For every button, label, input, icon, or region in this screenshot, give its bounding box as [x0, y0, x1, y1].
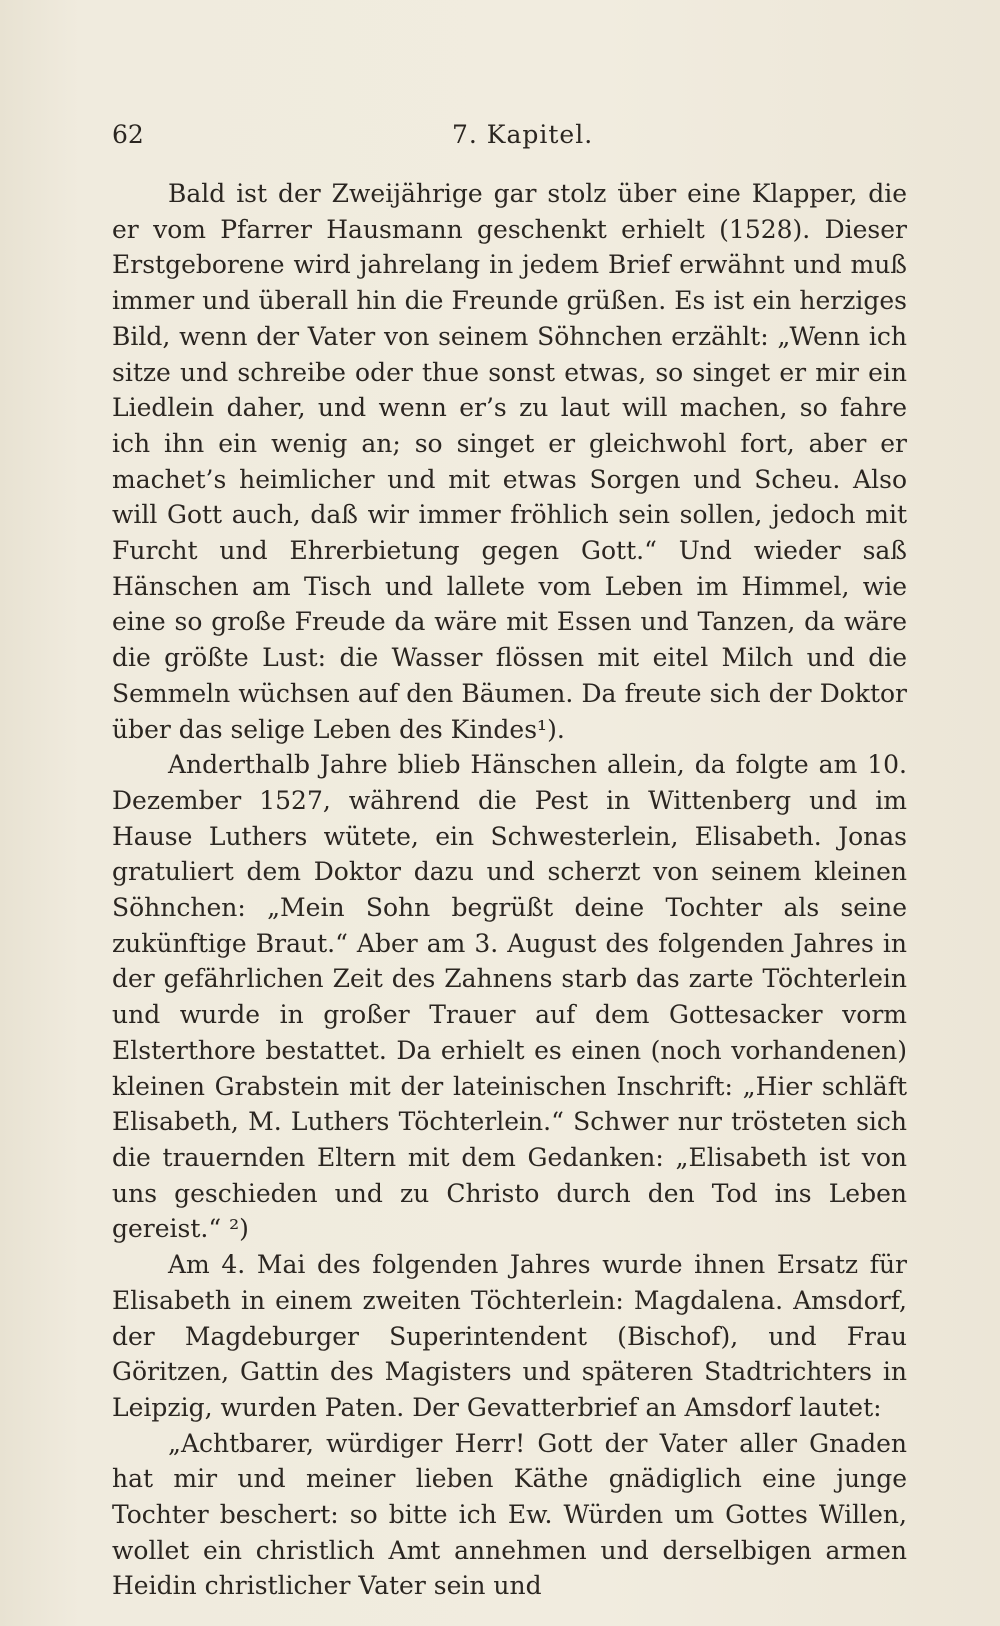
paragraph: Am 4. Mai des folgenden Jahres wurde ihnen Ersatz für Elisabeth in einem zweiten Töchterlein: Magdalena. Amsdorf, der Magdeburger Superintendent (Bischof), und Frau Göritzen, Gattin des Magisters und späteren Stadtrichters in Leipzig, wurden Paten. Der Gevatterbrief an Amsdorf lautet: [112, 1250, 907, 1422]
body-text [112, 176, 907, 1604]
chapter-heading: 7. Kapitel. [452, 120, 594, 149]
page-header [112, 120, 902, 160]
paragraph: Anderthalb Jahre blieb Hänschen allein, da folgte am 10. Dezember 1527, während die Pest in Wittenberg und im Hause Luthers wütete, ein Schwesterlein, Elisabeth. Jonas gratuliert dem Doktor dazu und scherzt von seinem kleinen Söhnchen: „Mein Sohn begrüßt deine Tochter als seine zukünftige Braut.“ Aber am 3. August des folgenden Jahres in der gefährlichen Zeit des Zahnens starb das zarte Töchterlein und wurde in großer Trauer auf dem Gottesacker vorm Elsterthore bestattet. Da erhielt es einen (noch vorhandenen) kleinen Grabstein mit der lateinischen Inschrift: „Hier schläft Elisabeth, M. Luthers Töchterlein.“ Schwer nur trösteten sich die trauernden Eltern mit dem Gedanken: „Elisabeth ist von uns geschieden und zu Christo durch den Tod ins Leben gereist.“ ²) [112, 750, 907, 1244]
page-number: 62 [112, 120, 144, 149]
paragraph: „Achtbarer, würdiger Herr! Gott der Vater aller Gnaden hat mir und meiner lieben Käthe gnädiglich eine junge Tochter beschert: so bitte ich Ew. Würden um Gottes Willen, wollet ein christlich Amt annehmen und derselbigen armen Heidin christlicher Vater sein und [112, 1428, 907, 1601]
paragraph: Bald ist der Zweijährige gar stolz über eine Klapper, die er vom Pfarrer Hausmann geschenkt erhielt (1528). Dieser Erstgeborene wird jahrelang in jedem Brief erwähnt und muß immer und überall hin die Freunde grüßen. Es ist ein herziges Bild, wenn der Vater von seinem Söhnchen erzählt: „Wenn ich sitze und schreibe oder thue sonst etwas, so singet er mir ein Liedlein daher, und wenn er’s zu laut will machen, so fahre ich ihn ein wenig an; so singet er gleichwohl fort, aber er machet’s heimlicher und mit etwas Sorgen und Scheu. Also will Gott auch, daß wir immer fröhlich sein sollen, jedoch mit Furcht und Ehrerbietung gegen Gott.“ Und wieder saß Hänschen am Tisch und lallete vom Leben im Himmel, wie eine so große Freude da wäre mit Essen und Tanzen, da wäre die größte Lust: die Wasser flössen mit eitel Milch und die Semmeln wüchsen auf den Bäumen. Da freute sich der Doktor über das selige Leben des Kindes¹). [112, 179, 907, 744]
